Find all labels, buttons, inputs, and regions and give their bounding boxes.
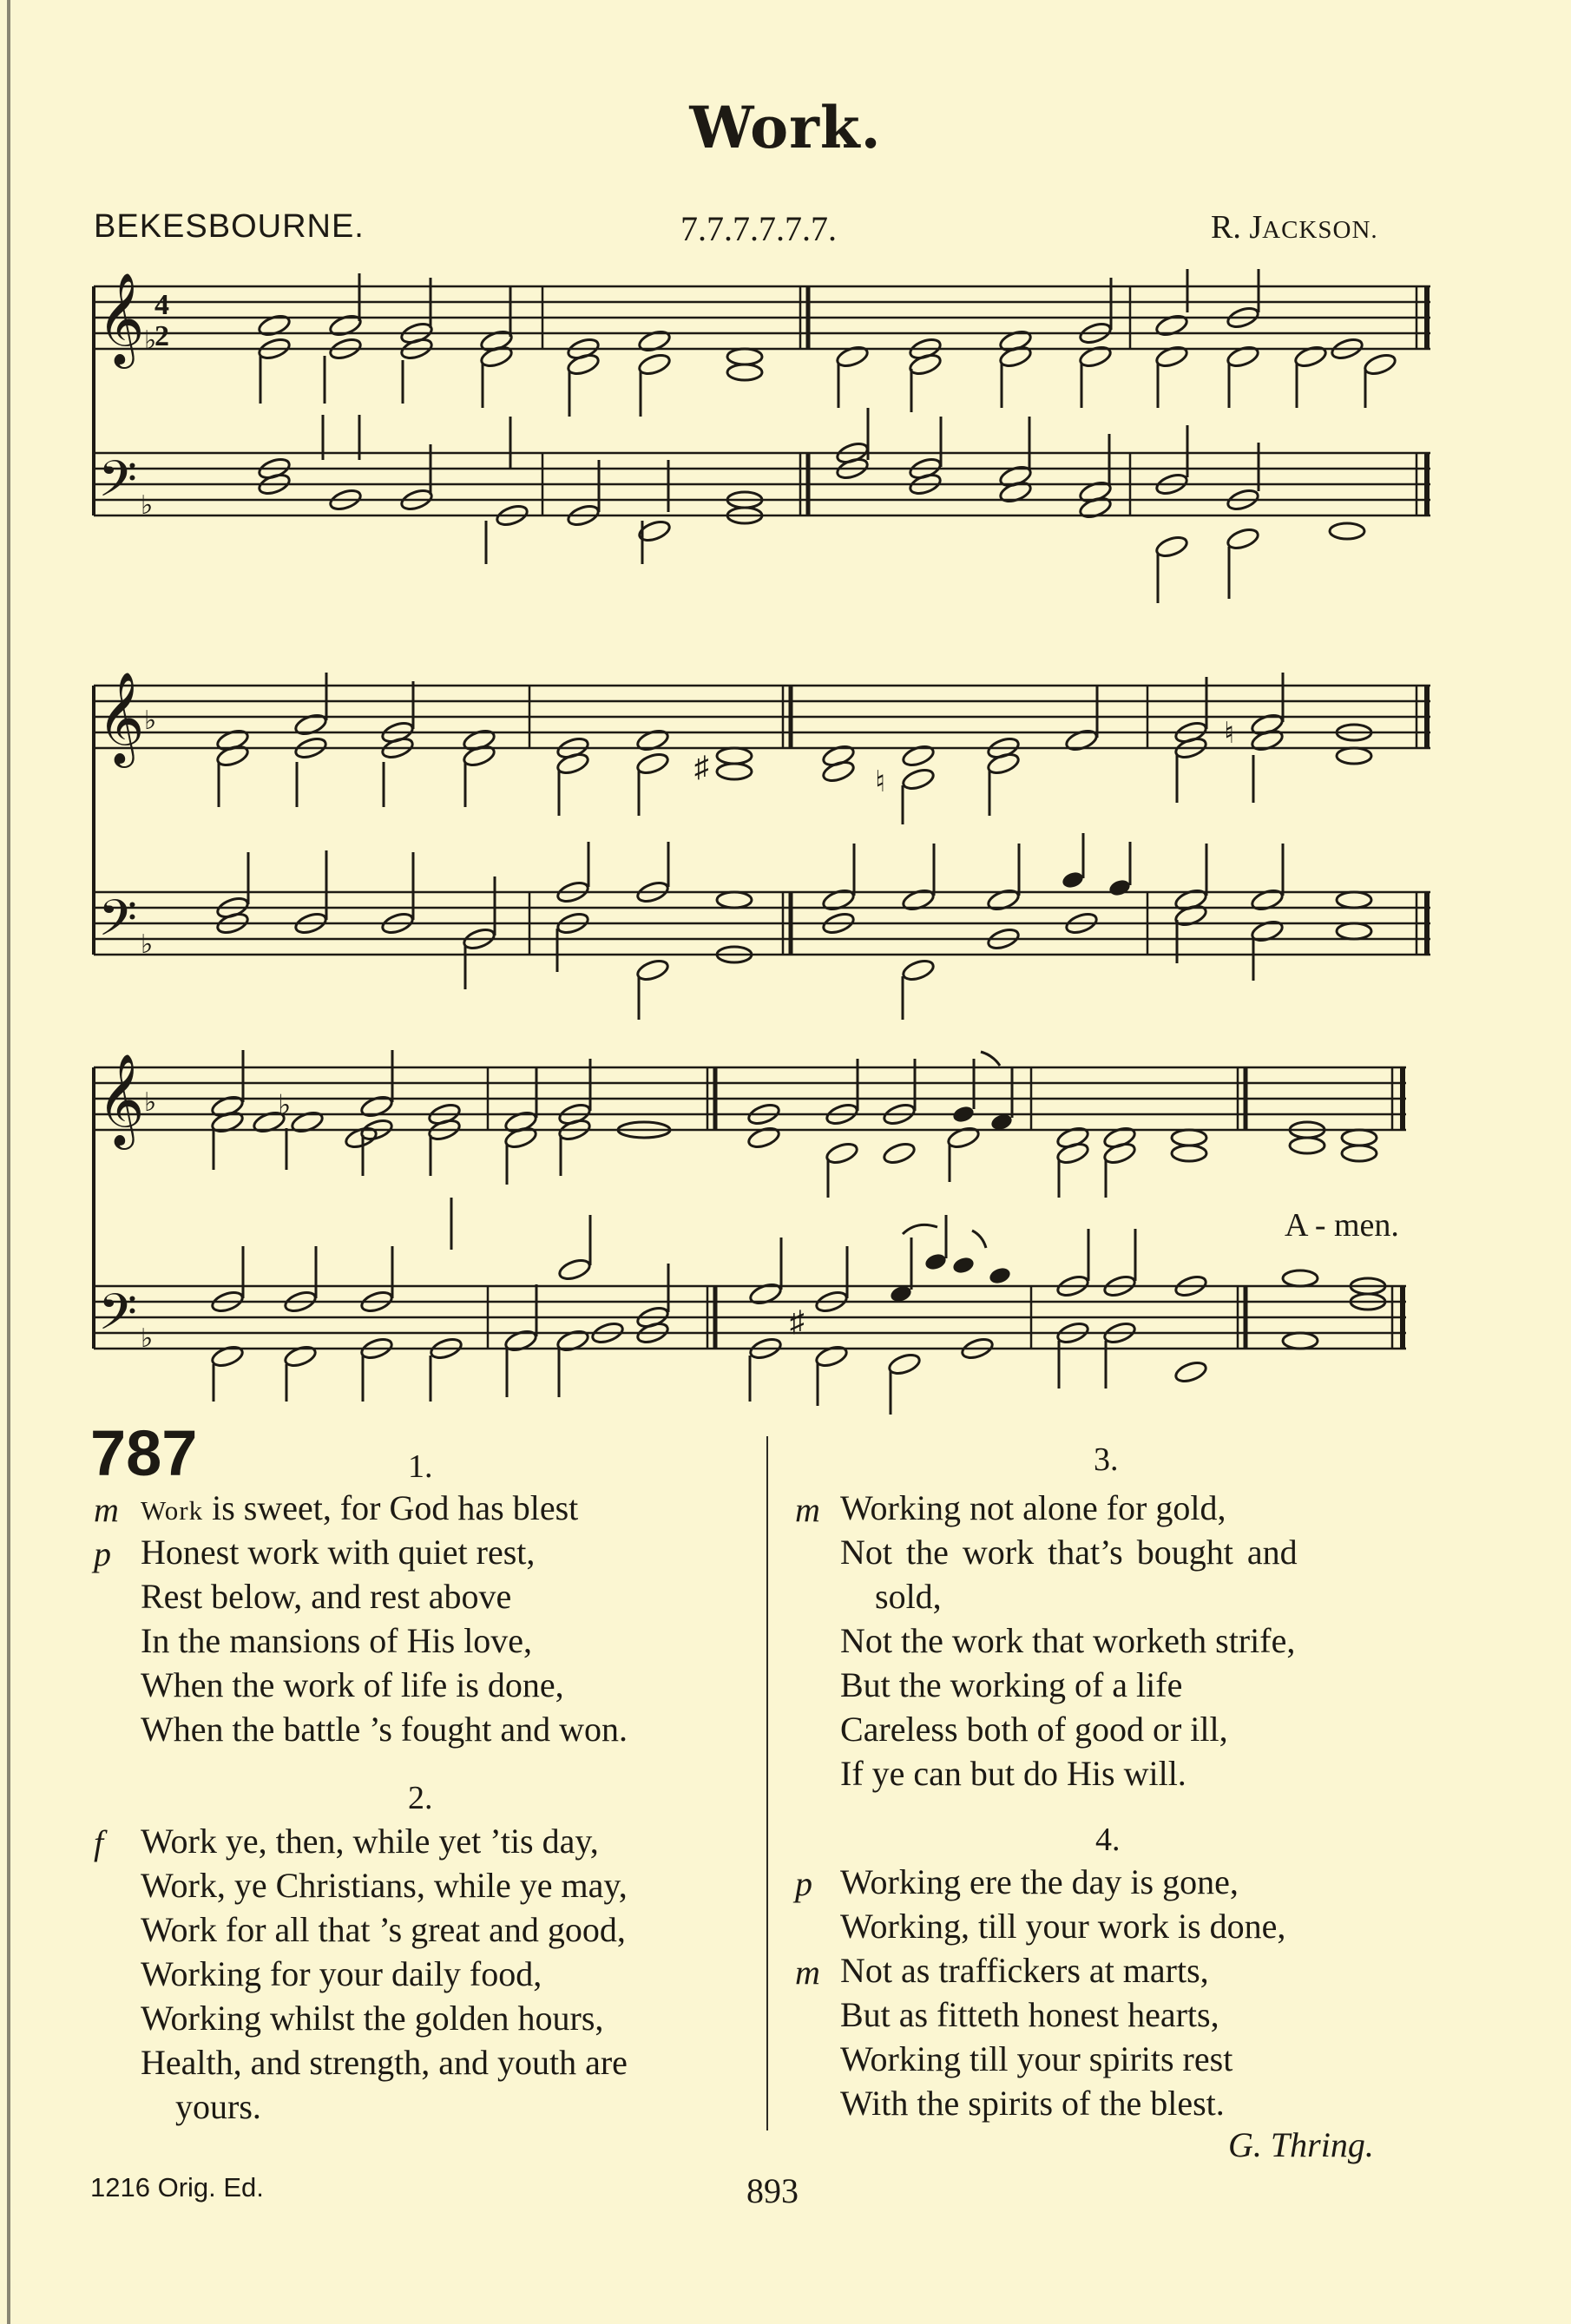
meter: 7.7.7.7.7.7.	[680, 209, 837, 248]
svg-text:𝄞: 𝄞	[97, 272, 145, 364]
music-system-2	[0, 660, 1571, 1024]
svg-text:2: 2	[154, 320, 169, 352]
composer-rest: ACKSON.	[1262, 216, 1378, 244]
svg-text:𝄞: 𝄞	[97, 1053, 145, 1146]
stanza-2-line-3: Work for all that ’s great and good,	[141, 1910, 626, 1949]
svg-text:𝄞: 𝄞	[97, 671, 145, 764]
svg-text:♭: ♭	[141, 491, 154, 520]
stanza-2-line-1: Work ye, then, while yet ’tis day,	[141, 1822, 599, 1861]
hymn-number: 787	[90, 1417, 198, 1489]
stanza-1-line-2: Honest work with quiet rest,	[141, 1533, 536, 1572]
stanza-4-line-6: With the spirits of the blest.	[840, 2084, 1225, 2123]
svg-text:𝄢: 𝄢	[98, 1283, 138, 1354]
stanza-1-line-1-dynamic: m	[94, 1490, 119, 1529]
svg-text:4: 4	[154, 289, 169, 321]
hymn-title: Work.	[689, 94, 882, 161]
svg-text:♭: ♭	[278, 1089, 292, 1120]
svg-text:♯: ♯	[790, 1306, 805, 1338]
svg-text:♮: ♮	[1224, 718, 1235, 750]
author: G. Thring.	[1228, 2125, 1374, 2164]
stanza-3-line-1-dynamic: m	[795, 1490, 820, 1529]
stanza-4-line-2: Working, till your work is done,	[840, 1907, 1286, 1946]
composer-initial: R. J	[1211, 209, 1263, 246]
stanza-2-line-6: Health, and strength, and youth are	[141, 2043, 628, 2082]
stanza-1-line-3: Rest below, and rest above	[141, 1577, 512, 1616]
stanza-3-line-7: If ye can but do His will.	[840, 1754, 1186, 1793]
stanza-3-line-6: Careless both of good or ill,	[840, 1710, 1228, 1749]
edition-note: 1216 Orig. Ed.	[90, 2172, 264, 2203]
svg-text:♭: ♭	[141, 1324, 154, 1353]
stanza-1-line-6: When the battle ’s fought and won.	[141, 1710, 628, 1749]
stanza-3-line-1: Working not alone for gold,	[840, 1488, 1226, 1527]
stanza-2-line-5: Working whilst the golden hours,	[141, 1999, 604, 2038]
stanza-4-line-4: But as fitteth honest hearts,	[840, 1995, 1219, 2034]
stanza-2-number: 2.	[408, 1780, 433, 1816]
stanza-3-number: 3.	[1094, 1441, 1119, 1478]
stanza-1-line-4: In the mansions of His love,	[141, 1621, 533, 1660]
stanza-4-line-1: Working ere the day is gone,	[840, 1862, 1239, 1901]
stanza-1-line-2-dynamic: p	[94, 1534, 111, 1573]
stanza-3-line-2: Not the work that’s bought and	[840, 1533, 1298, 1572]
svg-text:𝄢: 𝄢	[98, 889, 138, 960]
svg-text:♭: ♭	[141, 930, 154, 959]
amen-lyric: A - men.	[1285, 1207, 1399, 1244]
stanza-1-line-5: When the work of life is done,	[141, 1665, 564, 1704]
page-number: 893	[746, 2171, 799, 2210]
svg-text:♭: ♭	[144, 1088, 157, 1117]
svg-text:𝄢: 𝄢	[98, 450, 138, 521]
svg-text:♮: ♮	[875, 766, 886, 798]
stanza-4-number: 4.	[1095, 1822, 1121, 1858]
stanza-2-line-7: yours.	[175, 2087, 261, 2126]
stanza-4-line-1-dynamic: p	[795, 1864, 812, 1903]
stanza-3-line-3: sold,	[875, 1577, 942, 1616]
stanza-2-line-4: Working for your daily food,	[141, 1954, 542, 1993]
stanza-2-line-2: Work, ye Christians, while ye may,	[141, 1866, 628, 1905]
stanza-1-number: 1.	[408, 1448, 433, 1485]
stanza-4-line-5: Working till your spirits rest	[840, 2039, 1233, 2078]
stanza-4-line-3: Not as traffickers at marts,	[840, 1951, 1209, 1990]
stanza-3-line-5: But the working of a life	[840, 1665, 1183, 1704]
stanza-1-line-1: Work is sweet, for God has blest	[141, 1488, 579, 1527]
svg-text:♯: ♯	[694, 752, 709, 784]
stanza-2-line-1-dynamic: f	[94, 1823, 104, 1862]
stanza-3-line-4: Not the work that worketh strife,	[840, 1621, 1296, 1660]
tune-name: BEKESBOURNE.	[94, 208, 365, 245]
column-divider	[766, 1436, 768, 2130]
stanza-4-line-3-dynamic: m	[795, 1953, 820, 1992]
svg-text:♭: ♭	[144, 326, 157, 355]
svg-text:♭: ♭	[144, 706, 157, 735]
music-system-1	[0, 260, 1571, 607]
composer	[1211, 208, 1378, 246]
